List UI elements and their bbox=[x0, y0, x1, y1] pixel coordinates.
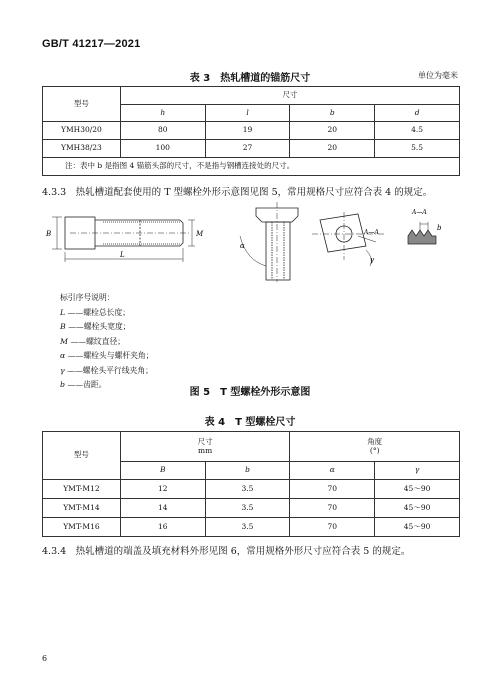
table4-angle-header: 角度 (°) bbox=[290, 432, 460, 462]
label-alpha: α bbox=[240, 242, 245, 250]
bolt-front-view bbox=[240, 202, 298, 282]
figure5-drawing bbox=[40, 200, 460, 282]
table4-col-B: B bbox=[120, 462, 205, 480]
table3-cell: YMH30/20 bbox=[43, 122, 121, 140]
table4-cell: 3.5 bbox=[205, 499, 290, 518]
thread-section bbox=[408, 222, 436, 244]
table4-col-b: b bbox=[205, 462, 290, 480]
label-L: L bbox=[120, 251, 125, 259]
table3-note: 注：表中 b 是指图 4 锚筋头部的尺寸，不是指与钢槽连接处的尺寸。 bbox=[43, 158, 460, 176]
label-b: b bbox=[437, 224, 442, 232]
page-number: 6 bbox=[42, 654, 48, 663]
table3-cell: 4.5 bbox=[375, 122, 460, 140]
table3-cell: 19 bbox=[205, 122, 290, 140]
table4-model-header: 型号 bbox=[43, 432, 121, 480]
table3-cell: 20 bbox=[290, 122, 375, 140]
table3-col-b: b bbox=[290, 105, 375, 122]
label-section-mark: A—A bbox=[364, 229, 379, 236]
table3-caption: 表 3 热轧槽道的锚筋尺寸 bbox=[189, 73, 311, 84]
figure5-legend bbox=[60, 291, 154, 393]
table-row bbox=[43, 122, 460, 140]
table4-col-gamma: γ bbox=[375, 462, 460, 480]
table3 bbox=[42, 86, 460, 176]
table3-col-l: l bbox=[205, 105, 290, 122]
table4-cell: 45～90 bbox=[375, 518, 460, 537]
table4-dim-header: 尺寸 mm bbox=[120, 432, 290, 462]
table-row bbox=[43, 140, 460, 158]
table4-caption: 表 4 T 型螺栓尺寸 bbox=[204, 417, 296, 428]
table4-cell: 3.5 bbox=[205, 518, 290, 537]
figure5-caption: 图 5 T 型螺栓外形示意图 bbox=[189, 387, 311, 398]
legend-item: B ——螺栓头宽度； bbox=[60, 322, 131, 331]
table3-cell: YMH38/23 bbox=[43, 140, 121, 158]
table-row bbox=[43, 480, 460, 499]
table3-unit: 单位为毫米 bbox=[418, 71, 458, 80]
table4-col-alpha: α bbox=[290, 462, 375, 480]
table4-cell: 45～90 bbox=[375, 499, 460, 518]
label-gamma: γ bbox=[370, 256, 375, 264]
table3-model-header: 型号 bbox=[43, 87, 121, 122]
table4-cell: 3.5 bbox=[205, 480, 290, 499]
legend-item: b ——齿距。 bbox=[60, 380, 107, 389]
table4-cell: 70 bbox=[290, 518, 375, 537]
table3-cell: 5.5 bbox=[375, 140, 460, 158]
table4-cell: 16 bbox=[120, 518, 205, 537]
table3-cell: 20 bbox=[290, 140, 375, 158]
table3-col-h: h bbox=[120, 105, 205, 122]
table4-cell: 14 bbox=[120, 499, 205, 518]
table3-dim-header: 尺寸 bbox=[120, 87, 459, 105]
table3-cell: 80 bbox=[120, 122, 205, 140]
table4-cell: YMT-M12 bbox=[43, 480, 121, 499]
table3-cell: 27 bbox=[205, 140, 290, 158]
table4-cell: 45～90 bbox=[375, 480, 460, 499]
table4-cell: 70 bbox=[290, 480, 375, 499]
legend-item: γ ——螺栓头平行线夹角； bbox=[60, 365, 153, 375]
standard-number: GB/T 41217—2021 bbox=[42, 38, 141, 50]
table4-cell: 70 bbox=[290, 499, 375, 518]
legend-title: 标引序号说明： bbox=[60, 293, 115, 302]
table-row bbox=[43, 499, 460, 518]
table4 bbox=[42, 431, 460, 537]
legend-item: α ——螺栓头与螺杆夹角； bbox=[60, 351, 154, 360]
label-M: M bbox=[196, 230, 204, 238]
table-row bbox=[43, 518, 460, 537]
legend-item: L ——螺栓总长度； bbox=[60, 307, 131, 317]
table4-cell: 12 bbox=[120, 480, 205, 499]
label-section-title: A—A bbox=[412, 209, 427, 216]
section-4-3-3: 4.3.3 热轧槽道配套使用的 T 型螺栓外形示意图见图 5，常用规格尺寸应符合表 4 的规定。 bbox=[42, 187, 433, 198]
table3-col-d: d bbox=[375, 105, 460, 122]
table3-cell: 100 bbox=[120, 140, 205, 158]
section-4-3-4: 4.3.4 热轧槽道的端盖及填充材料外形见图 6，常用规格外形尺寸应符合表 5 的规定。 bbox=[42, 546, 411, 557]
label-B: B bbox=[46, 230, 52, 238]
legend-item: M ——螺纹直径； bbox=[60, 336, 126, 346]
table4-cell: YMT-M14 bbox=[43, 499, 121, 518]
table4-cell: YMT-M16 bbox=[43, 518, 121, 537]
